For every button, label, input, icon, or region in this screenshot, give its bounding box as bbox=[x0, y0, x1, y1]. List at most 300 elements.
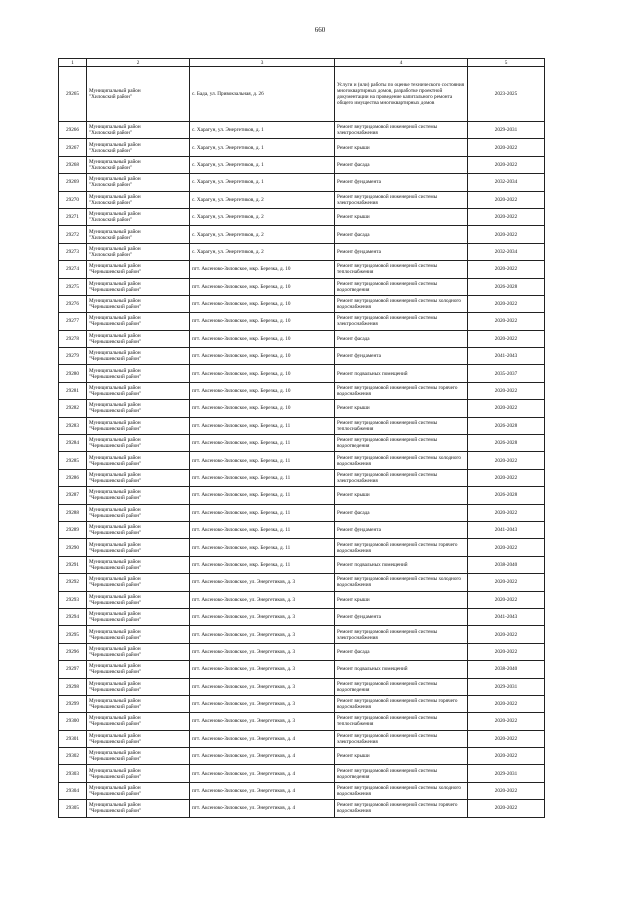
table-cell-work bbox=[335, 313, 468, 330]
table-cell-district bbox=[87, 295, 190, 312]
table-row bbox=[59, 243, 545, 260]
table-cell-period bbox=[468, 626, 545, 643]
cell-text: Ремонт внутридомовой инженерной системы теплоснабжения bbox=[337, 419, 438, 432]
cell-text: с. Бада, ул. Привокзальная, д. 26 bbox=[192, 91, 264, 97]
table-cell-address bbox=[190, 678, 335, 695]
cell-text: Ремонт крыши bbox=[337, 405, 370, 412]
cell-text: Ремонт фундамента bbox=[337, 353, 381, 360]
table-cell-id bbox=[59, 678, 87, 695]
table-cell-period bbox=[468, 487, 545, 504]
table-cell-district bbox=[87, 713, 190, 730]
column-header: 1 bbox=[59, 59, 87, 67]
cell-text: 29304 bbox=[66, 788, 79, 795]
cell-text: пгт. Аксеново-Зиловское, мкр. Березка, д. 11 bbox=[192, 544, 291, 551]
table-cell-address bbox=[190, 330, 335, 347]
table-cell-id bbox=[59, 278, 87, 295]
table-cell-period bbox=[468, 313, 545, 330]
table-cell-period bbox=[468, 365, 545, 382]
table-cell-district bbox=[87, 348, 190, 365]
table-cell-work bbox=[335, 713, 468, 730]
table-row bbox=[59, 330, 545, 347]
table-cell-address bbox=[190, 748, 335, 765]
table-row bbox=[59, 574, 545, 591]
table-cell-work bbox=[335, 382, 468, 399]
cell-text: с. Харагун, ул. Энергетиков, д. 1 bbox=[192, 179, 264, 186]
table-cell-address bbox=[190, 226, 335, 243]
cell-text: Ремонт фасада bbox=[337, 161, 370, 168]
cell-text: с. Харагун, ул. Энергетиков, д. 2 bbox=[192, 196, 264, 203]
table-cell-id bbox=[59, 539, 87, 556]
table-cell-id bbox=[59, 748, 87, 765]
cell-text: Муниципальный район "Чернышевский район" bbox=[89, 576, 142, 589]
table-cell-period bbox=[468, 278, 545, 295]
cell-text: Муниципальный район "Хилокский район" bbox=[89, 158, 141, 171]
table-cell-address bbox=[190, 608, 335, 625]
table-cell-period bbox=[468, 139, 545, 156]
cell-text: Ремонт подвальных помещений bbox=[337, 666, 408, 673]
table-cell-period bbox=[468, 435, 545, 452]
cell-text: пгт. Аксеново-Зиловское, ул. Энергетиков, д. 3 bbox=[192, 701, 296, 708]
cell-text: Муниципальный район "Хилокский район" bbox=[89, 124, 141, 137]
cell-text: Ремонт подвальных помещений bbox=[337, 370, 408, 377]
table-cell-id bbox=[59, 713, 87, 730]
table-cell-work bbox=[335, 661, 468, 678]
table-cell-district bbox=[87, 469, 190, 486]
cell-text: Ремонт внутридомовой инженерной системы холодного водоснабжения bbox=[337, 454, 462, 467]
cell-text: 2020-2022 bbox=[494, 648, 518, 655]
cell-text: 2020-2022 bbox=[494, 144, 518, 151]
cell-text: 29303 bbox=[66, 770, 79, 777]
page-number: 660 bbox=[314, 26, 326, 34]
table-cell-district bbox=[87, 591, 190, 608]
cell-text: Муниципальный район "Чернышевский район" bbox=[89, 367, 142, 380]
cell-text: 29278 bbox=[66, 335, 79, 342]
cell-text: 29282 bbox=[66, 405, 79, 412]
table-cell-id bbox=[59, 782, 87, 799]
table-cell-district bbox=[87, 139, 190, 156]
cell-text: Муниципальный район "Чернышевский район" bbox=[89, 732, 142, 745]
table-cell-id bbox=[59, 139, 87, 156]
cell-text: Ремонт внутридомовой инженерной системы электроснабжения bbox=[337, 124, 438, 137]
table-cell-period bbox=[468, 800, 545, 817]
table-cell-work bbox=[335, 574, 468, 591]
cell-text: Ремонт фасада bbox=[337, 335, 370, 342]
cell-text: Муниципальный район "Чернышевский район" bbox=[89, 593, 142, 606]
table-cell-id bbox=[59, 800, 87, 817]
table-row bbox=[59, 261, 545, 278]
cell-text: пгт. Аксеново-Зиловское, мкр. Березка, д. 10 bbox=[192, 283, 291, 290]
table-cell-address bbox=[190, 452, 335, 469]
table-cell-id bbox=[59, 191, 87, 208]
cell-text: пгт. Аксеново-Зиловское, мкр. Березка, д. 11 bbox=[192, 475, 291, 481]
cell-text: 29274 bbox=[66, 266, 79, 273]
table-cell-period bbox=[468, 348, 545, 365]
column-header: 2 bbox=[87, 59, 190, 67]
table-cell-id bbox=[59, 487, 87, 504]
cell-text: 29298 bbox=[66, 683, 79, 690]
cell-text: Ремонт крыши bbox=[337, 492, 370, 499]
cell-text: 29293 bbox=[66, 596, 79, 603]
table-cell-address bbox=[190, 626, 335, 643]
table-cell-address bbox=[190, 661, 335, 678]
table-row bbox=[59, 591, 545, 608]
table-row bbox=[59, 643, 545, 660]
table-cell-address bbox=[190, 504, 335, 521]
cell-text: пгт. Аксеново-Зиловское, ул. Энергетиков, д. 3 bbox=[192, 666, 296, 673]
table-cell-period bbox=[468, 382, 545, 399]
table-cell-district bbox=[87, 174, 190, 191]
cell-text: с. Харагун, ул. Энергетиков, д. 1 bbox=[192, 144, 264, 151]
table-cell-period bbox=[468, 208, 545, 225]
cell-text: 29267 bbox=[66, 144, 79, 151]
cell-text: 2020-2022 bbox=[494, 475, 518, 481]
cell-text: Муниципальный район "Чернышевский район" bbox=[89, 506, 142, 519]
table-row bbox=[59, 661, 545, 678]
table-cell-address bbox=[190, 208, 335, 225]
table-cell-id bbox=[59, 435, 87, 452]
cell-text: Ремонт внутридомовой инженерной системы электроснабжения bbox=[337, 472, 438, 484]
table-cell-id bbox=[59, 295, 87, 312]
table-cell-id bbox=[59, 243, 87, 260]
cell-text: 2020-2022 bbox=[494, 161, 518, 168]
cell-text: пгт. Аксеново-Зиловское, мкр. Березка, д. 10 bbox=[192, 370, 291, 377]
cell-text: Муниципальный район "Чернышевский район" bbox=[89, 437, 142, 450]
table-cell-period bbox=[468, 713, 545, 730]
cell-text: 29305 bbox=[66, 805, 79, 812]
table-cell-address bbox=[190, 782, 335, 799]
table-row bbox=[59, 278, 545, 295]
cell-text: Муниципальный район "Чернышевский район" bbox=[89, 715, 142, 728]
table-cell-id bbox=[59, 122, 87, 139]
cell-text: 29290 bbox=[66, 544, 79, 551]
cell-text: Ремонт внутридомовой инженерной системы горячего водоснабжения bbox=[337, 385, 458, 398]
table-cell-district bbox=[87, 226, 190, 243]
cell-text: Ремонт крыши bbox=[337, 144, 370, 151]
table-cell-work bbox=[335, 626, 468, 643]
table-cell-period bbox=[468, 661, 545, 678]
cell-text: Муниципальный район "Чернышевский район" bbox=[89, 298, 142, 311]
table-row bbox=[59, 452, 545, 469]
table-cell-id bbox=[59, 574, 87, 591]
cell-text: Муниципальный район "Хилокский район" bbox=[89, 141, 141, 154]
table-cell-id bbox=[59, 400, 87, 417]
cell-text: Ремонт внутридомовой инженерной системы холодного водоснабжения bbox=[337, 785, 462, 798]
cell-text: 29289 bbox=[66, 527, 79, 534]
table-row bbox=[59, 174, 545, 191]
cell-text: пгт. Аксеново-Зиловское, мкр. Березка, д. 11 bbox=[192, 422, 291, 429]
table-cell-work bbox=[335, 191, 468, 208]
table-cell-work bbox=[335, 730, 468, 747]
table-cell-address bbox=[190, 295, 335, 312]
cell-text: Ремонт фасада bbox=[337, 231, 370, 238]
table-cell-period bbox=[468, 695, 545, 712]
table-cell-work bbox=[335, 122, 468, 139]
cell-text: пгт. Аксеново-Зиловское, ул. Энергетиков, д. 3 bbox=[192, 596, 296, 603]
table-cell-work bbox=[335, 678, 468, 695]
table-cell-address bbox=[190, 800, 335, 817]
table-cell-work bbox=[335, 643, 468, 660]
table-cell-district bbox=[87, 556, 190, 573]
cell-text: пгт. Аксеново-Зиловское, ул. Энергетиков, д. 4 bbox=[192, 753, 296, 760]
table-cell-work bbox=[335, 261, 468, 278]
cell-text: 2020-2022 bbox=[494, 701, 518, 708]
cell-text: 2020-2022 bbox=[494, 631, 518, 638]
cell-text: 29272 bbox=[66, 231, 79, 238]
cell-text: 29284 bbox=[66, 440, 79, 447]
cell-text: 29291 bbox=[66, 561, 79, 568]
cell-text: пгт. Аксеново-Зиловское, мкр. Березка, д. 10 bbox=[192, 405, 291, 412]
cell-text: Ремонт фундамента bbox=[337, 179, 381, 186]
table-cell-id bbox=[59, 661, 87, 678]
table-cell-period bbox=[468, 295, 545, 312]
table-row bbox=[59, 539, 545, 556]
cell-text: с. Харагун, ул. Энергетиков, д. 1 bbox=[192, 127, 264, 134]
table-cell-id bbox=[59, 765, 87, 782]
cell-text: Ремонт внутридомовой инженерной системы водоотведения bbox=[337, 680, 438, 693]
cell-text: пгт. Аксеново-Зиловское, ул. Энергетиков, д. 3 bbox=[192, 718, 296, 725]
table-cell-id bbox=[59, 382, 87, 399]
cell-text: 29276 bbox=[66, 301, 79, 308]
table-cell-id bbox=[59, 365, 87, 382]
table-cell-id bbox=[59, 608, 87, 625]
table-row bbox=[59, 139, 545, 156]
table-row bbox=[59, 226, 545, 243]
table-cell-address bbox=[190, 643, 335, 660]
table-cell-district bbox=[87, 539, 190, 556]
table-cell-period bbox=[468, 174, 545, 191]
table-cell-district bbox=[87, 608, 190, 625]
table-cell-address bbox=[190, 174, 335, 191]
cell-text: с. Харагун, ул. Энергетиков, д. 2 bbox=[192, 231, 264, 238]
table-cell-address bbox=[190, 400, 335, 417]
cell-text: 2032-2034 bbox=[494, 179, 518, 186]
table-row bbox=[59, 382, 545, 399]
table-cell-district bbox=[87, 122, 190, 139]
cell-text: Муниципальный район "Чернышевский район" bbox=[89, 558, 142, 571]
cell-text: 2020-2022 bbox=[494, 735, 518, 742]
cell-text: Ремонт фундамента bbox=[337, 527, 381, 534]
table-cell-address bbox=[190, 191, 335, 208]
table-cell-work bbox=[335, 521, 468, 538]
cell-text: Муниципальный район "Чернышевский район" bbox=[89, 785, 142, 798]
table-cell-work bbox=[335, 765, 468, 782]
cell-text: Муниципальный район "Чернышевский район" bbox=[89, 767, 142, 780]
table-cell-address bbox=[190, 765, 335, 782]
cell-text: 2020-2022 bbox=[494, 596, 518, 603]
table-cell-id bbox=[59, 330, 87, 347]
table-cell-period bbox=[468, 591, 545, 608]
table-cell-address bbox=[190, 695, 335, 712]
table-cell-period bbox=[468, 730, 545, 747]
cell-text: пгт. Аксеново-Зиловское, ул. Энергетиков, д. 3 bbox=[192, 631, 296, 638]
cell-text: 2020-2022 bbox=[494, 301, 518, 308]
cell-text: Ремонт фундамента bbox=[337, 248, 381, 255]
table-row bbox=[59, 626, 545, 643]
table-cell-district bbox=[87, 782, 190, 799]
cell-text: Муниципальный район "Чернышевский район" bbox=[89, 419, 142, 432]
table-cell-period bbox=[468, 574, 545, 591]
cell-text: пгт. Аксеново-Зиловское, ул. Энергетиков, д. 4 bbox=[192, 735, 296, 742]
table-cell-district bbox=[87, 261, 190, 278]
table-row bbox=[59, 191, 545, 208]
table-cell-period bbox=[468, 469, 545, 486]
cell-text: Ремонт внутридомовой инженерной системы электроснабжения bbox=[337, 315, 438, 328]
table-cell-work bbox=[335, 452, 468, 469]
table-cell-address bbox=[190, 417, 335, 434]
table-cell-id bbox=[59, 626, 87, 643]
cell-text: Муниципальный район "Чернышевский район" bbox=[89, 489, 142, 502]
table-cell-period bbox=[468, 400, 545, 417]
table-cell-id bbox=[59, 643, 87, 660]
cell-text: 29268 bbox=[66, 161, 79, 168]
cell-text: 2020-2022 bbox=[494, 753, 518, 760]
cell-text: 29275 bbox=[66, 283, 79, 290]
table-cell-address bbox=[190, 713, 335, 730]
table-cell-address bbox=[190, 67, 335, 122]
cell-text: 29273 bbox=[66, 248, 79, 255]
column-header: 3 bbox=[190, 59, 335, 67]
table-cell-period bbox=[468, 452, 545, 469]
table-cell-work bbox=[335, 417, 468, 434]
table-row bbox=[59, 487, 545, 504]
cell-text: Муниципальный район "Хилокский район" bbox=[89, 176, 141, 189]
cell-text: 29299 bbox=[66, 701, 79, 708]
cell-text: пгт. Аксеново-Зиловское, мкр. Березка, д. 10 bbox=[192, 335, 291, 342]
table-cell-period bbox=[468, 539, 545, 556]
cell-text: 2020-2022 bbox=[494, 388, 518, 395]
table-cell-district bbox=[87, 643, 190, 660]
table-row bbox=[59, 556, 545, 573]
cell-text: 29286 bbox=[66, 475, 79, 481]
cell-text: 29301 bbox=[66, 735, 79, 742]
cell-text: 2020-2022 bbox=[494, 579, 518, 586]
cell-text: 29294 bbox=[66, 614, 79, 621]
table-cell-id bbox=[59, 452, 87, 469]
cell-text: 2029-2031 bbox=[494, 683, 518, 690]
cell-text: Муниципальный район "Чернышевский район" bbox=[89, 628, 142, 641]
cell-text: 2020-2022 bbox=[494, 788, 518, 795]
cell-text: 29288 bbox=[66, 509, 79, 516]
table-cell-district bbox=[87, 626, 190, 643]
table-row bbox=[59, 521, 545, 538]
cell-text: Муниципальный район "Чернышевский район" bbox=[89, 698, 142, 711]
table-cell-id bbox=[59, 521, 87, 538]
table-cell-id bbox=[59, 226, 87, 243]
table-cell-work bbox=[335, 608, 468, 625]
cell-text: 2020-2022 bbox=[494, 214, 518, 221]
cell-text: 2041-2043 bbox=[494, 353, 518, 360]
cell-text: 2020-2022 bbox=[494, 231, 518, 238]
column-header: 4 bbox=[335, 59, 468, 67]
table-cell-period bbox=[468, 191, 545, 208]
cell-text: Муниципальный район "Хилокский район" bbox=[89, 88, 141, 100]
table-cell-district bbox=[87, 243, 190, 260]
table-row bbox=[59, 400, 545, 417]
table-cell-work bbox=[335, 156, 468, 173]
cell-text: 2020-2022 bbox=[494, 718, 518, 725]
cell-text: 29287 bbox=[66, 492, 79, 499]
table-cell-work bbox=[335, 591, 468, 608]
table-cell-id bbox=[59, 469, 87, 486]
table-cell-address bbox=[190, 156, 335, 173]
cell-text: 29292 bbox=[66, 579, 79, 586]
table-cell-work bbox=[335, 800, 468, 817]
table-cell-work bbox=[335, 348, 468, 365]
cell-text: Муниципальный район "Хилокский район" bbox=[89, 245, 141, 258]
cell-text: 2020-2022 bbox=[494, 509, 518, 516]
table-cell-id bbox=[59, 174, 87, 191]
table-cell-id bbox=[59, 67, 87, 122]
table-row bbox=[59, 365, 545, 382]
cell-text: 29283 bbox=[66, 422, 79, 429]
cell-text: Ремонт фасада bbox=[337, 509, 370, 516]
table-cell-work bbox=[335, 435, 468, 452]
table-cell-district bbox=[87, 156, 190, 173]
table-cell-address bbox=[190, 139, 335, 156]
cell-text: пгт. Аксеново-Зиловское, мкр. Березка, д. 11 bbox=[192, 561, 291, 568]
cell-text: 2038-2040 bbox=[494, 561, 518, 568]
cell-text: 29266 bbox=[66, 127, 79, 134]
cell-text: Муниципальный район "Чернышевский район" bbox=[89, 402, 142, 415]
cell-text: 29280 bbox=[66, 370, 79, 377]
table-cell-work bbox=[335, 67, 468, 122]
cell-text: Ремонт фундамента bbox=[337, 614, 381, 621]
cell-text: 29269 bbox=[66, 179, 79, 186]
table-cell-period bbox=[468, 521, 545, 538]
table-cell-period bbox=[468, 261, 545, 278]
table-cell-district bbox=[87, 574, 190, 591]
cell-text: 2041-2043 bbox=[494, 614, 518, 621]
cell-text: 2026-2028 bbox=[494, 283, 518, 290]
table-cell-period bbox=[468, 782, 545, 799]
cell-text: Услуги и (или) работы по оценке технического состояния многоквартирных домов, разработке проектной документации на проведение капитального ремонта общего имущества многоквартирных домов bbox=[337, 82, 464, 106]
cell-text: Ремонт внутридомовой инженерной системы холодного водоснабжения bbox=[337, 576, 462, 589]
table-cell-work bbox=[335, 695, 468, 712]
table-body bbox=[59, 67, 545, 818]
cell-text: 29265 bbox=[66, 91, 79, 97]
table-row bbox=[59, 730, 545, 747]
cell-text: пгт. Аксеново-Зиловское, мкр. Березка, д. 10 bbox=[192, 266, 291, 273]
table-row bbox=[59, 208, 545, 225]
cell-text: Муниципальный район "Чернышевский район" bbox=[89, 750, 142, 763]
table-cell-id bbox=[59, 695, 87, 712]
cell-text: 2032-2034 bbox=[494, 248, 518, 255]
table-cell-period bbox=[468, 67, 545, 122]
table-cell-district bbox=[87, 313, 190, 330]
table-row bbox=[59, 608, 545, 625]
table-row bbox=[59, 469, 545, 486]
table-row bbox=[59, 695, 545, 712]
table-cell-district bbox=[87, 765, 190, 782]
table-cell-address bbox=[190, 574, 335, 591]
table-header-row bbox=[59, 59, 545, 67]
cell-text: Ремонт подвальных помещений bbox=[337, 561, 408, 568]
cell-text: Ремонт крыши bbox=[337, 753, 370, 760]
cell-text: пгт. Аксеново-Зиловское, мкр. Березка, д. 11 bbox=[192, 509, 291, 516]
table-cell-district bbox=[87, 695, 190, 712]
cell-text: 29271 bbox=[66, 214, 79, 221]
cell-text: Муниципальный район "Чернышевский район" bbox=[89, 645, 142, 658]
table-cell-id bbox=[59, 208, 87, 225]
cell-text: пгт. Аксеново-Зиловское, ул. Энергетиков, д. 4 bbox=[192, 788, 296, 795]
cell-text: пгт. Аксеново-Зиловское, ул. Энергетиков, д. 3 bbox=[192, 614, 296, 621]
cell-text: 2020-2022 bbox=[494, 805, 518, 812]
table-cell-work bbox=[335, 330, 468, 347]
cell-text: 29285 bbox=[66, 457, 79, 464]
cell-text: Муниципальный район "Чернышевский район" bbox=[89, 280, 142, 293]
table-cell-district bbox=[87, 800, 190, 817]
cell-text: 2020-2022 bbox=[494, 196, 518, 203]
